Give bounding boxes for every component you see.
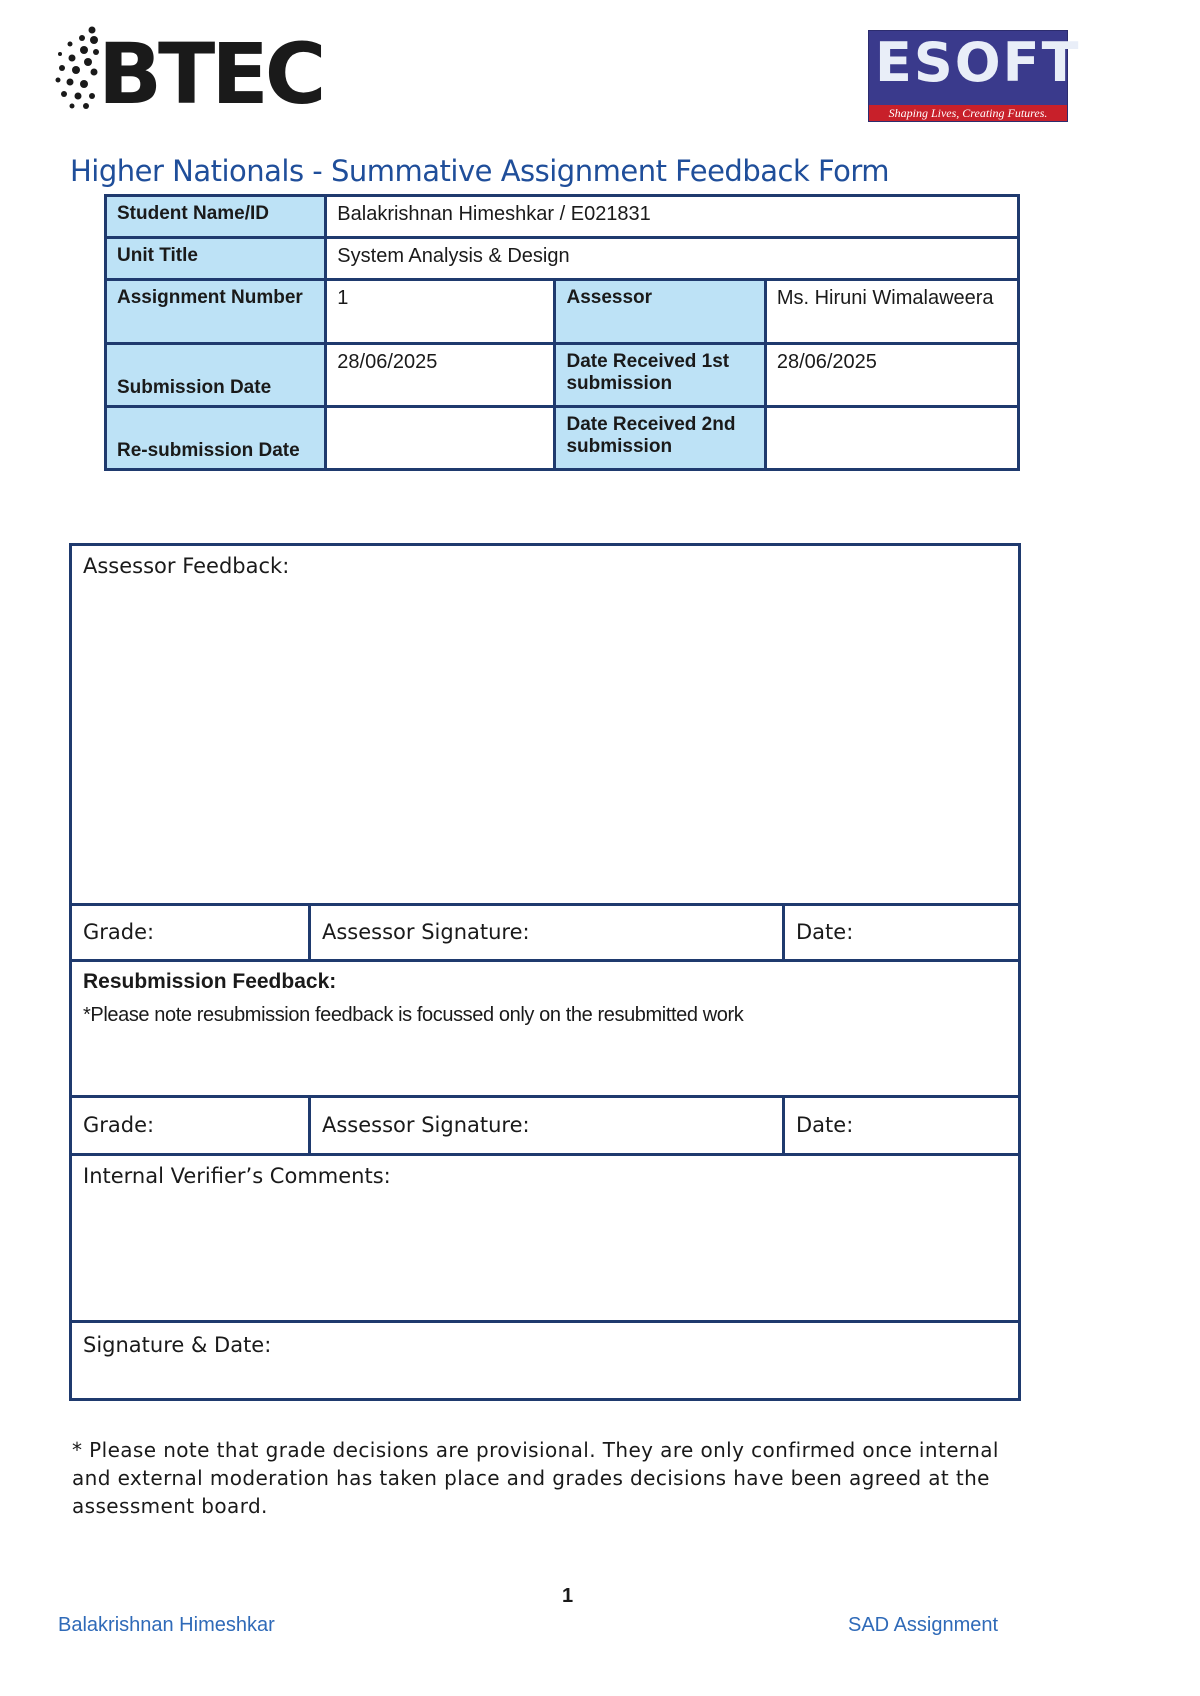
- grade-row-1: [72, 906, 1018, 962]
- date-received-2-value: [765, 407, 1018, 470]
- signature-date-section: [72, 1323, 1018, 1398]
- assignment-number-label: Assignment Number: [106, 280, 326, 344]
- grade-label-1: Grade:: [83, 920, 155, 944]
- form-title: Higher Nationals - Summative Assignment Feedback Form: [70, 154, 890, 188]
- unit-value: System Analysis & Design: [326, 238, 1019, 280]
- assignment-number-value: 1: [326, 280, 555, 344]
- date-label-2: Date:: [796, 1113, 854, 1137]
- unit-label: Unit Title: [106, 238, 326, 280]
- page-number: 1: [562, 1585, 574, 1607]
- internal-verifier-label: Internal Verifier’s Comments:: [83, 1164, 391, 1188]
- submission-date-label: Submission Date: [106, 344, 326, 407]
- btec-dots-icon: [54, 26, 102, 110]
- grade-row-2: [72, 1098, 1018, 1156]
- date-received-1-label: Date Received 1st submission: [555, 344, 765, 407]
- signature-date-label: Signature & Date:: [83, 1333, 272, 1357]
- esoft-tagline: Shaping Lives, Creating Futures.: [869, 105, 1067, 121]
- assessor-feedback-label: Assessor Feedback:: [83, 554, 290, 578]
- resubmission-feedback-label: Resubmission Feedback:: [83, 970, 337, 993]
- footer-document-title: SAD Assignment: [848, 1614, 999, 1636]
- resubmission-date-value: [326, 407, 555, 470]
- assessor-signature-label-1: Assessor Signature:: [322, 920, 530, 944]
- assessor-feedback-section: [72, 546, 1018, 906]
- assignment-info-table: [104, 194, 1020, 471]
- assessor-signature-label-2: Assessor Signature:: [322, 1113, 530, 1137]
- esoft-logo: [868, 30, 1081, 122]
- btec-wordmark: BTEC: [98, 25, 323, 123]
- date-received-1-value: 28/06/2025: [765, 344, 1018, 407]
- assessor-value: Ms. Hiruni Wimalaweera: [765, 280, 1018, 344]
- internal-verifier-section: [72, 1156, 1018, 1323]
- assessor-label: Assessor: [555, 280, 765, 344]
- student-value: Balakrishnan Himeshkar / E021831: [326, 196, 1019, 238]
- student-label: Student Name/ID: [106, 196, 326, 238]
- footer-author: Balakrishnan Himeshkar: [58, 1614, 275, 1636]
- date-label-1: Date:: [796, 920, 854, 944]
- resubmission-feedback-section: [72, 962, 1018, 1098]
- feedback-table: [69, 543, 1021, 1401]
- date-received-2-label: Date Received 2nd submission: [555, 407, 765, 470]
- submission-date-value: 28/06/2025: [326, 344, 555, 407]
- resubmission-note: *Please note resubmission feedback is focussed only on the resubmitted work: [83, 1004, 744, 1026]
- grade-disclaimer: * Please note that grade decisions are provisional. They are only confirmed once internal and external moderation has taken place and grades decisions have been agreed at the assessment board.: [72, 1438, 999, 1518]
- resubmission-date-label: Re-submission Date: [106, 407, 326, 470]
- grade-label-2: Grade:: [83, 1113, 155, 1137]
- btec-logo: [54, 25, 323, 123]
- esoft-wordmark: ESOFT: [875, 31, 1081, 94]
